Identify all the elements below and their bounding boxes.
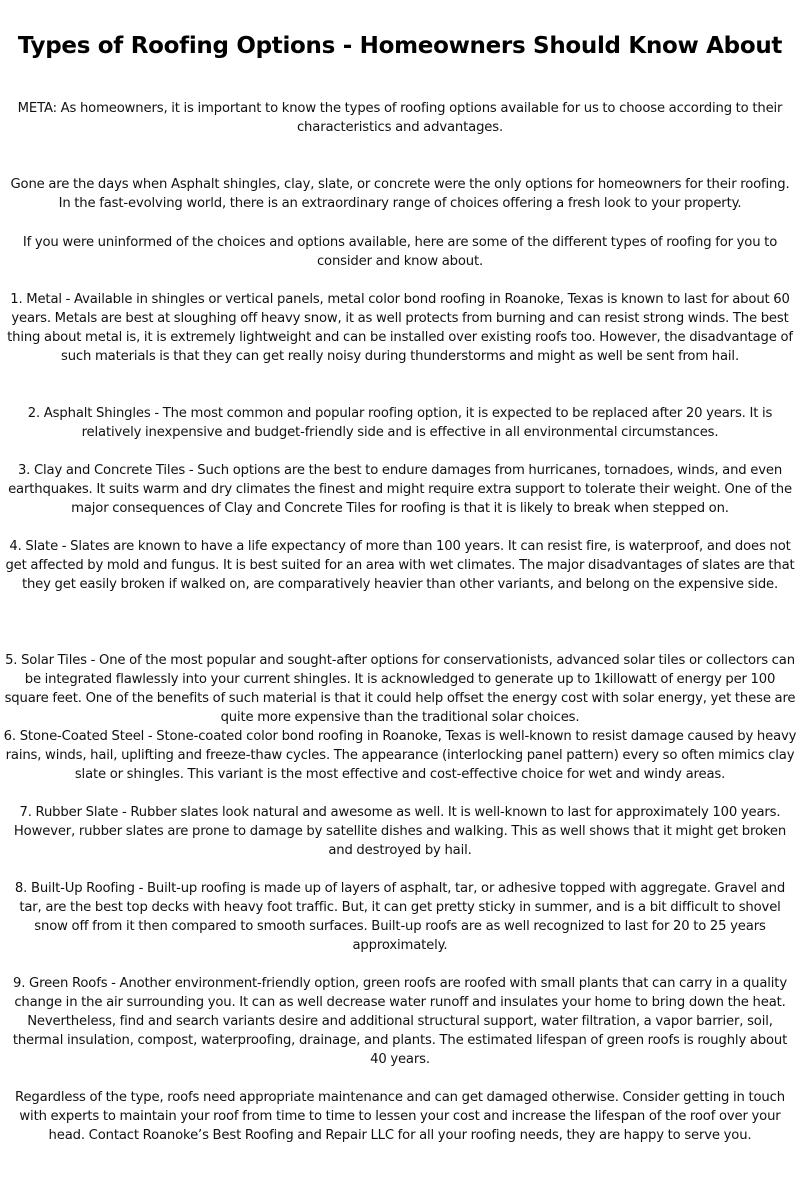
roofing-option-rubber-slate: 7. Rubber Slate - Rubber slates look natural and awesome as well. It is well-known to last for approximately 100 years. However, rubber slates are prone to damage by satellite dishes and walking. This as well shows that it might get broken and destroyed by hail. [13,805,787,859]
page-title: Types of Roofing Options - Homeowners Should Know About [17,33,783,59]
closing-paragraph: Regardless of the type, roofs need appropriate maintenance and can get damaged otherwise. Consider getting in touch with experts to maintain your roof from time to time to lessen your cost and increase the lifespan of the roof over your head. Contact Roanoke’s Best Roofing and Repair LLC for all your roofing needs, they are happy to serve you. [15,1090,785,1144]
intro-paragraph: Gone are the days when Asphalt shingles, clay, slate, or concrete were the only options for homeowners for their roofing. In the fast-evolving world, there is an extraordinary range of choices offering a fresh look to your property. [10,177,790,212]
roofing-option-green-roofs: 9. Green Roofs - Another environment-friendly option, green roofs are roofed with small plants that can carry in a quality change in the air surrounding you. It can as well decrease water runoff and insulates your home to bring down the heat. Nevertheless, find and search variants desire and additional structural support, water filtration, a vapor barrier, soil, thermal insulation, compost, waterproofing, drainage, and plants. The estimated lifespan of green roofs is roughly about 40 years. [12,976,788,1068]
roofing-option-slate: 4. Slate - Slates are known to have a life expectancy of more than 100 years. It can resist fire, is waterproof, and does not get affected by mold and fungus. It is best suited for an area with wet climates. The major disadvantages of slates are that they get easily broken if walked on, are comparatively heavier than other variants, and belong on the expensive side. [5,539,795,593]
roofing-option-asphalt-shingles: 2. Asphalt Shingles - The most common and popular roofing option, it is expected to be replaced after 20 years. It is relatively inexpensive and budget-friendly side and is effective in all environmental circumstances. [27,406,773,441]
meta-description: META: As homeowners, it is important to know the types of roofing options available for us to choose according to their characteristics and advantages. [17,101,783,136]
intro-paragraph: If you were uninformed of the choices and options available, here are some of the different types of roofing for you to consider and know about. [22,235,778,270]
roofing-option-stone-coated-steel: 6. Stone-Coated Steel - Stone-coated color bond roofing in Roanoke, Texas is well-known to resist damage caused by heavy rains, winds, hail, uplifting and freeze-thaw cycles. The appearance (interlocking panel pattern) every so often mimics clay slate or shingles. This variant is the most effective and cost-effective choice for wet and windy areas. [3,729,797,783]
roofing-option-solar-tiles: 5. Solar Tiles - One of the most popular and sought-after options for conservationists, advanced solar tiles or collectors can be integrated flawlessly into your current shingles. It is acknowledged to generate up to 1killowatt of energy per 100 square feet. One of the benefits of such material is that it could help offset the energy cost with solar energy, yet these are quite more expensive than the traditional solar choices. [4,653,796,726]
roofing-option-built-up-roofing: 8. Built-Up Roofing - Built-up roofing is made up of layers of asphalt, tar, or adhesive topped with aggregate. Gravel and tar, are the best top decks with heavy foot traffic. But, it can get pretty sticky in summer, and is a bit difficult to shovel snow off from it then compared to smooth surfaces. Built-up roofs are as well recognized to last for 20 to 25 years approximately. [14,881,786,954]
roofing-option-metal: 1. Metal - Available in shingles or vertical panels, metal color bond roofing in Roanoke, Texas is known to last for about 60 years. Metals are best at sloughing off heavy snow, it as well protects from burning and can resist strong winds. The best thing about metal is, it is extremely lightweight and can be installed over existing roofs too. However, the disadvantage of such materials is that they can get really noisy during thunderstorms and might as well be sent from hail. [7,292,793,365]
roofing-option-clay-concrete-tiles: 3. Clay and Concrete Tiles - Such options are the best to endure damages from hurricanes, tornadoes, winds, and even earthquakes. It suits warm and dry climates the finest and might require extra support to tolerate their weight. One of the major consequences of Clay and Concrete Tiles for roofing is that it is likely to break when stepped on. [8,463,792,517]
